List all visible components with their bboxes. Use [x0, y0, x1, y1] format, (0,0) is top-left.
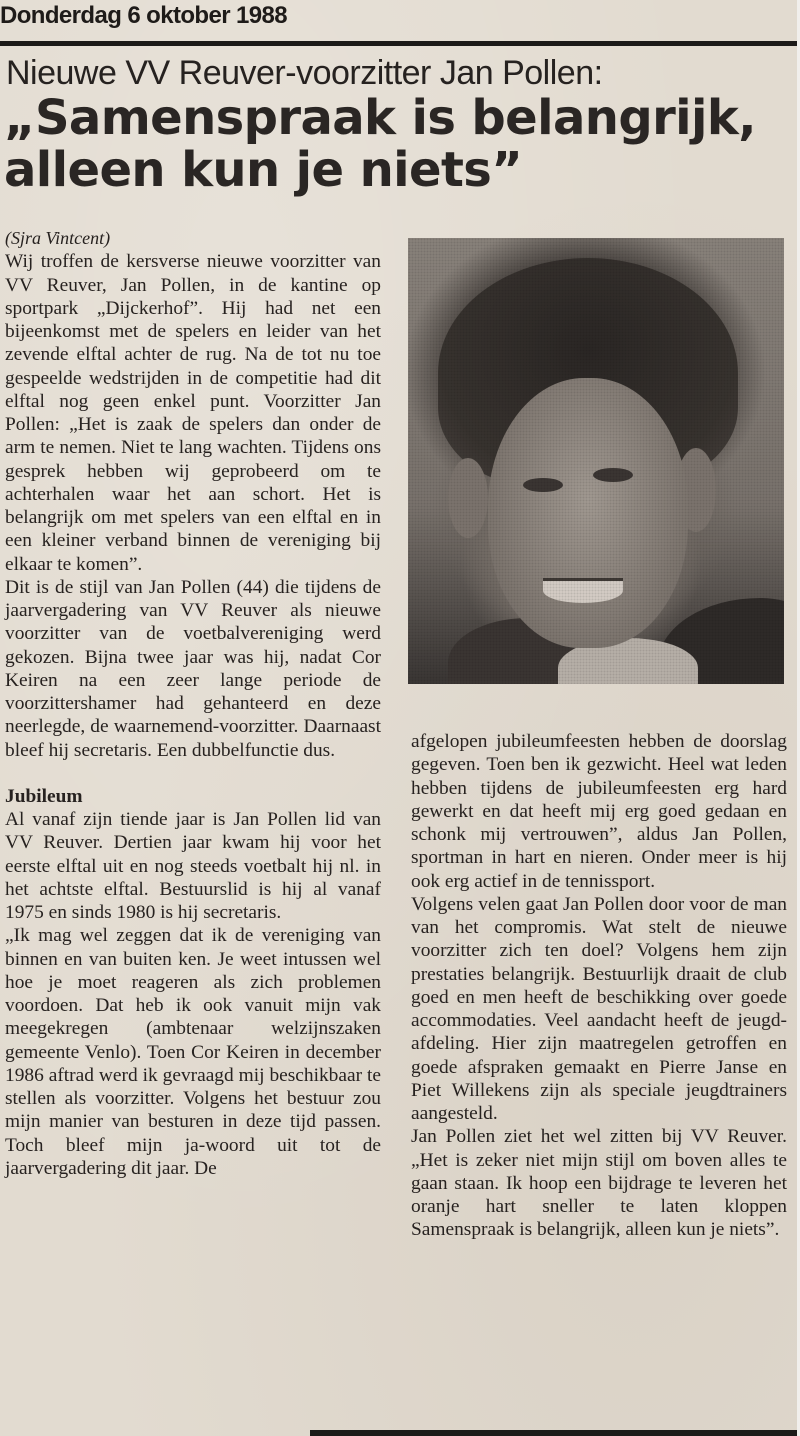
paragraph: Wij troffen de kersverse nieuwe voorzitter van VV Reuver, Jan Pollen, in de kantine op sportpark „Dijckerhof”. Hij had net een bijeenkomst met de spelers en leider van het zevende elftal achter de rug. Na de tot nu toe gespeelde wedstrijden in de competitie had dit elftal nog geen enkel punt. Voorzitter Jan Pollen: „Het is zaak de spelers dan onder de arm te nemen. Niet te lang wachten. Tijdens ons gesprek hebben wij geprobeerd om te achterhalen waar het aan schort. Het is belangrijk om met spelers van een elftal en in een kleiner verband binnen de vereniging bij elkaar te komen”. — [5, 251, 381, 575]
top-rule-divider — [0, 41, 797, 46]
article-kicker: Nieuwe VV Reuver-voorzitter Jan Pollen: — [6, 54, 603, 92]
bottom-rule-divider — [310, 1430, 797, 1436]
headline-line-2: alleen kun je niets” — [4, 142, 523, 198]
paragraph: „Ik mag wel zeggen dat ik de vereniging van binnen en van buiten ken. Je weet intussen wel hoe je moet reageren als zich problemen voordoen. Dat heb ik ook vanuit mijn vak meegekregen (ambtenaar welzijnszaken gemeente Venlo). Toen Cor Keiren in december 1986 aftrad werd ik gevraagd mij beschikbaar te stellen als voorzitter. Volgens het bestuur zou mijn manier van besturen in deze tijd passen. Toch bleef mijn ja-woord uit tot de jaarvergadering dit jaar. De — [5, 925, 381, 1179]
paragraph: Al vanaf zijn tiende jaar is Jan Pollen lid van VV Reuver. Dertien jaar kwam hij voor het eerste elftal uit en nog steeds voetbalt hij nl. in het achtste elftal. Bestuurslid is hij al vanaf 1975 en sinds 1980 is hij secretaris. — [5, 809, 381, 923]
subheading-jubileum: Jubileum — [5, 785, 83, 807]
portrait-photo — [408, 238, 784, 684]
article-column-right — [411, 730, 787, 1242]
halftone-screen — [408, 238, 784, 684]
paragraph: afgelopen jubileumfeesten hebben de doorslag gegeven. Toen ben ik gezwicht. Heel wat leden hebben tijdens de jubileumfeesten erg hard gewerkt en dat heeft mij erg goed gedaan en schonk mij vertrouwen”, aldus Jan Pollen, sportman in hart en nieren. Onder meer is hij ook erg actief in de tennissport. — [411, 731, 787, 892]
byline: (Sjra Vintcent) — [5, 228, 111, 248]
dateline: Donderdag 6 oktober 1988 — [0, 2, 288, 29]
article-column-left — [5, 227, 381, 1180]
headline-line-1: „Samenspraak is belangrijk, — [4, 90, 756, 146]
paragraph: Dit is de stijl van Jan Pollen (44) die tijdens de jaarvergadering van VV Reuver als nieuwe voorzitter van de voetbalvereniging werd gekozen. Bijna twee jaar was hij, nadat Cor Keiren na een zeer lange periode de voorzittershamer had gehanteerd en deze neerlegde, de waarnemend-voorzitter. Daarnaast bleef hij secretaris. Een dubbelfunctie dus. — [5, 576, 381, 761]
paragraph: Jan Pollen ziet het wel zitten bij VV Reuver. „Het is zeker niet mijn stijl om boven alles te gaan staan. Ik hoop een bijdrage te leveren het oranje hart sneller te laten kloppen Samenspraak is belangrijk, alleen kun je niets”. — [411, 1126, 787, 1241]
paragraph: Volgens velen gaat Jan Pollen door voor de man van het compromis. Wat stelt de nieuwe voorzitter zich ten doel? Volgens hem zijn prestaties belangrijk. Bestuurlijk draait de club goed en men heeft de beschikking over goede accommodaties. Veel aandacht heeft de jeugd-afdeling. Hier zijn maatregelen getroffen en goede afspraken gemaakt en Pierre Janse en Piet Willekens zijn als speciale jeugdtrainers aangesteld. — [411, 893, 787, 1124]
article-headline — [4, 92, 794, 196]
